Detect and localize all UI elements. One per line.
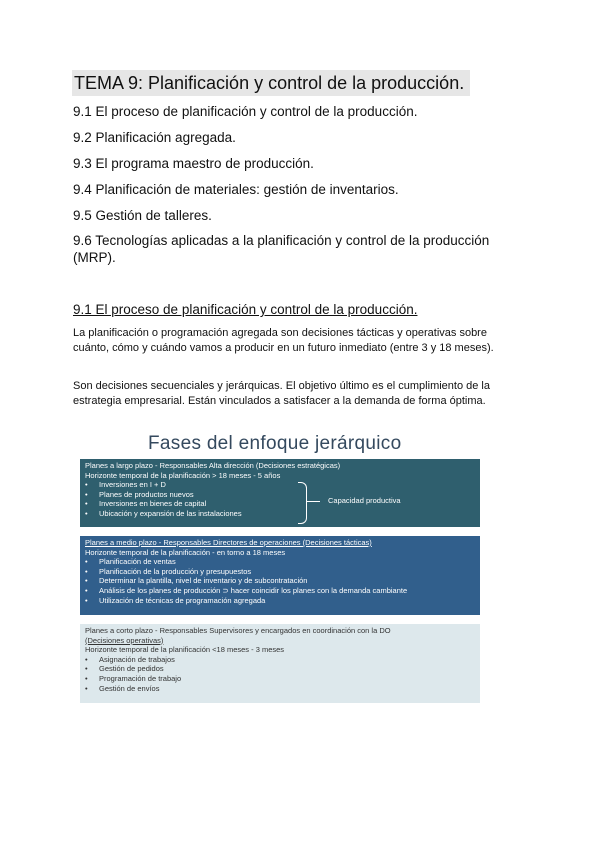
- long-term-plans-box: [80, 459, 480, 527]
- toc-item: 9.6 Tecnologías aplicadas a la planificación y control de la producción (MRP).: [73, 233, 490, 265]
- toc-item: 9.5 Gestión de talleres.: [73, 208, 212, 223]
- brace-tick: [306, 501, 320, 502]
- list-item: • Utilización de técnicas de programación agregada: [85, 595, 266, 605]
- list-item: • Asignación de trabajos: [85, 654, 175, 664]
- toc-item: 9.3 El programa maestro de producción.: [73, 156, 314, 171]
- bullet-icon: •: [85, 654, 88, 664]
- bullet-icon: •: [85, 499, 88, 509]
- list-item: • Inversiones en I + D: [85, 480, 166, 490]
- short-term-plans-box: [80, 624, 480, 703]
- bullet-icon: •: [85, 595, 88, 605]
- section-heading: 9.1 El proceso de planificación y control de la producción.: [73, 302, 418, 317]
- page-title: TEMA 9: Planificación y control de la producción.: [72, 70, 470, 96]
- box-horizon: Horizonte temporal de la planificación <18 meses - 3 meses: [85, 645, 285, 655]
- list-item: • Inversiones en bienes de capital: [85, 499, 207, 509]
- box-horizon: Horizonte temporal de la planificación > 18 meses - 5 años: [85, 470, 281, 480]
- bullet-icon: •: [85, 508, 88, 518]
- toc-item: 9.4 Planificación de materiales: gestión de inventarios.: [73, 182, 399, 197]
- bullet-icon: •: [85, 664, 88, 674]
- toc-item: 9.1 El proceso de planificación y control de la producción.: [73, 104, 418, 119]
- paragraph: La planificación o programación agregada son decisiones tácticas y operativas sobre cuánto, cómo y cuándo vamos a producir en un futuro inmediato (entre 3 y 18 meses).: [73, 327, 494, 354]
- bullet-icon: •: [85, 683, 88, 693]
- table-of-contents: [73, 103, 533, 275]
- list-item: • Programación de trabajo: [85, 673, 182, 683]
- list-item: • Planificación de ventas: [85, 557, 176, 567]
- list-item: • Planes de productos nuevos: [85, 489, 194, 499]
- bullet-icon: •: [85, 489, 88, 499]
- box-heading: Planes a medio plazo - Responsables Directores de operaciones (Decisiones tácticas): [85, 538, 372, 547]
- brace-icon: [298, 482, 307, 524]
- bullet-icon: •: [85, 566, 88, 576]
- box-heading-decision: (Decisiones operativas): [85, 635, 164, 645]
- box-heading: Planes a corto plazo - Responsables Supervisores y encargados en coordinación con la DO: [85, 626, 391, 635]
- medium-term-plans-box: [80, 536, 480, 615]
- box-heading: Planes a largo plazo - Responsables Alta dirección (Decisiones estratégicas): [85, 461, 341, 470]
- toc-item: 9.2 Planificación agregada.: [73, 130, 236, 145]
- bullet-icon: •: [85, 576, 88, 586]
- capacity-label: Capacidad productiva: [328, 496, 401, 505]
- list-item: • Determinar la plantilla, nivel de inventario y de subcontratación: [85, 576, 308, 586]
- list-item: • Ubicación y expansión de las instalaciones: [85, 508, 242, 518]
- list-item: • Planificación de la producción y presupuestos: [85, 566, 252, 576]
- list-item: • Análisis de los planes de producción ⊃ hacer coincidir los planes con la demanda cambiante: [85, 585, 408, 595]
- list-item: • Gestión de envíos: [85, 683, 160, 693]
- list-item: • Gestión de pedidos: [85, 664, 164, 674]
- bullet-icon: •: [85, 673, 88, 683]
- paragraph: Son decisiones secuenciales y jerárquicas. El objetivo último es el cumplimiento de la estrategia empresarial. Están vinculados a satisfacer a la demanda de forma óptima.: [73, 380, 490, 407]
- bullet-icon: •: [85, 480, 88, 490]
- bullet-icon: •: [85, 585, 88, 595]
- figure-title: Fases del enfoque jerárquico: [148, 433, 402, 454]
- bullet-icon: •: [85, 557, 88, 567]
- box-horizon: Horizonte temporal de la planificación - en torno a 18 meses: [85, 547, 286, 557]
